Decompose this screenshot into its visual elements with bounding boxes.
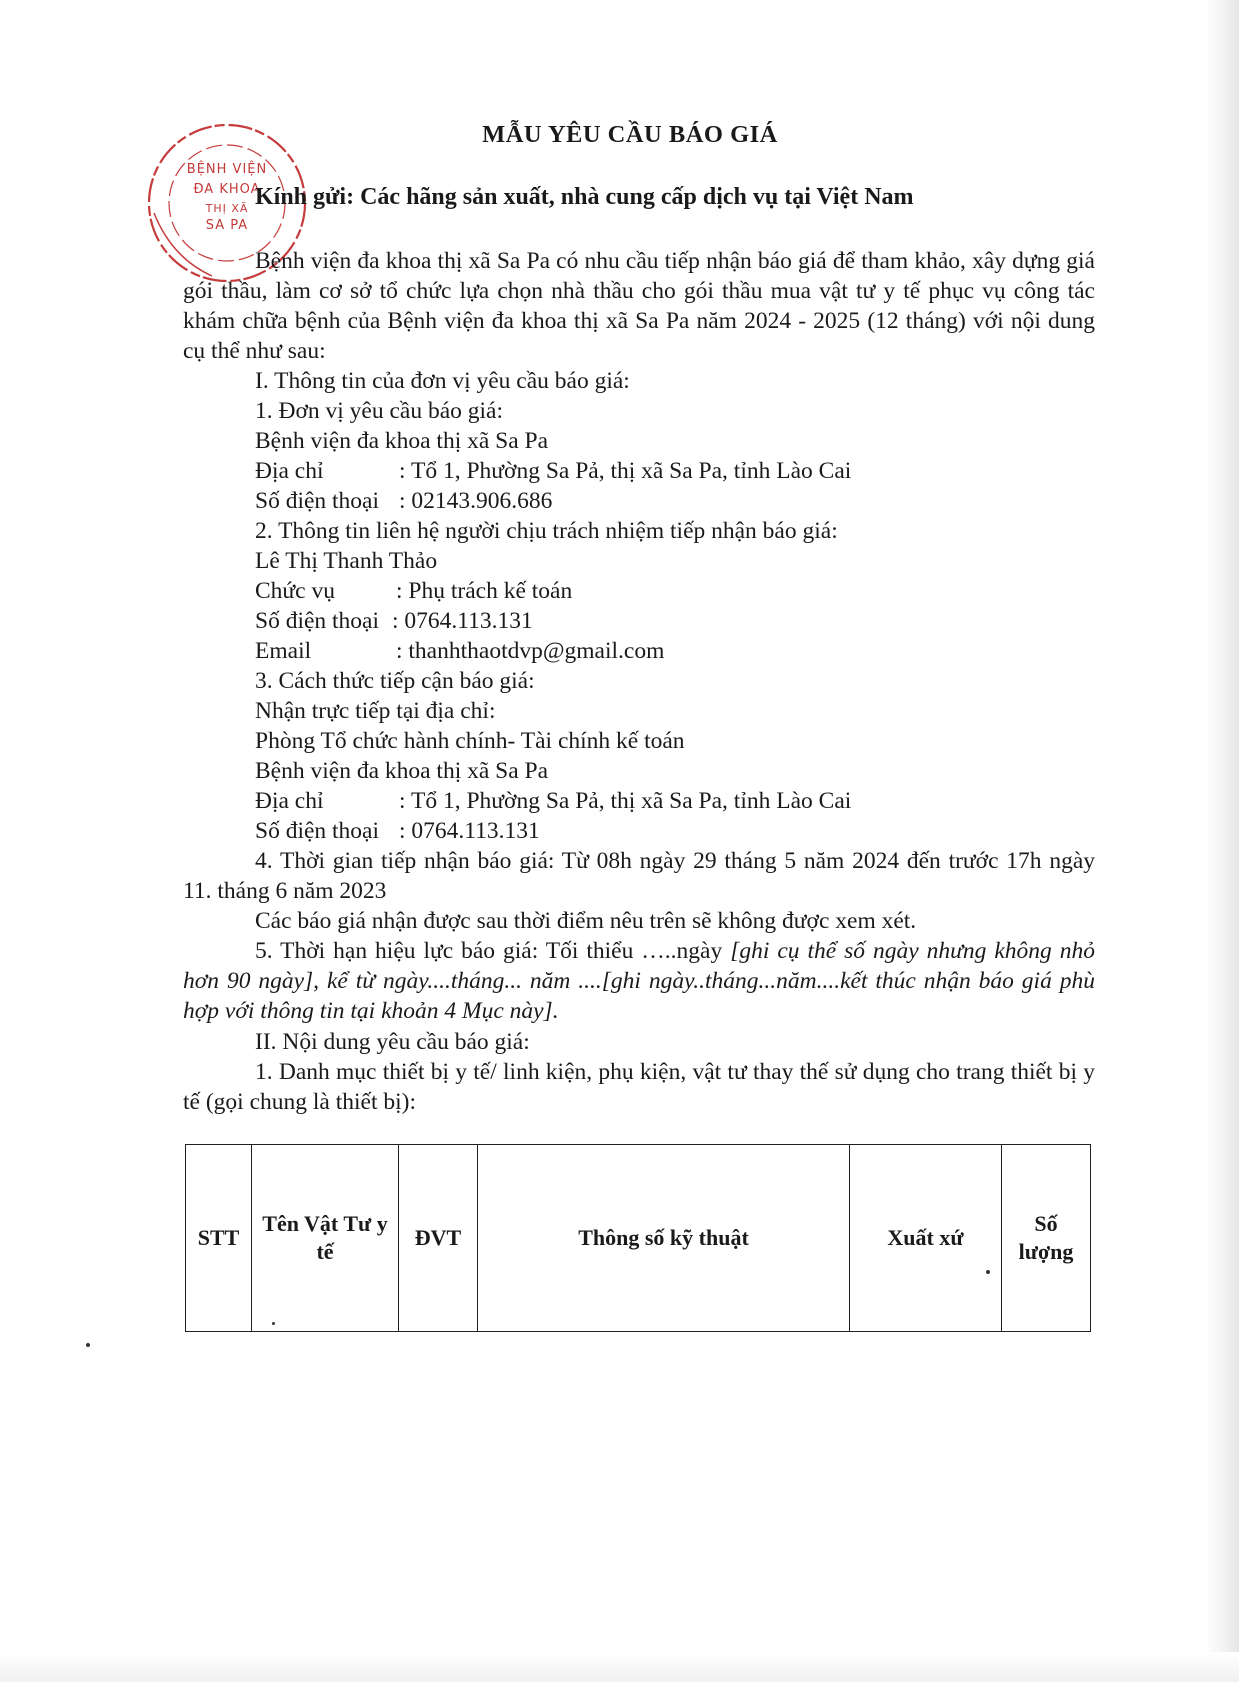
header-unit: ĐVT <box>399 1145 478 1332</box>
address-label: Địa chỉ <box>255 458 324 484</box>
email-value: : thanhthaotdvp@gmail.com <box>396 638 665 664</box>
scan-speck <box>986 1270 990 1274</box>
contact-heading: 2. Thông tin liên hệ người chịu trách nhiệm tiếp nhận báo giá: <box>255 518 838 544</box>
item-1-paragraph <box>183 1057 1095 1117</box>
contact-name: Lê Thị Thanh Thảo <box>255 548 438 574</box>
unit-name: Bệnh viện đa khoa thị xã Sa Pa <box>255 428 549 454</box>
validity-normal-text: 5. Thời hạn hiệu lực báo giá: Tối thiểu …..ngày <box>255 938 731 964</box>
scan-speck <box>86 1343 90 1347</box>
section-1-heading: I. Thông tin của đơn vị yêu cầu báo giá: <box>255 368 630 394</box>
header-stt: STT <box>186 1145 252 1332</box>
method-address-label: Địa chỉ <box>255 788 324 814</box>
page-edge-shadow <box>1205 0 1239 1682</box>
section-2-heading: II. Nội dung yêu cầu báo giá: <box>255 1029 530 1055</box>
greeting-line: Kính gửi: Các hãng sản xuất, nhà cung cấp dịch vụ tại Việt Nam <box>255 184 914 210</box>
seal-text-line-3: THỊ XÃ <box>205 202 249 215</box>
method-phone-label: Số điện thoại <box>255 818 380 844</box>
table-header-row <box>186 1145 1091 1332</box>
time-paragraph <box>183 846 1095 906</box>
method-phone-value: : 0764.113.131 <box>399 818 540 844</box>
seal-text-line-4: SA PA <box>205 218 249 233</box>
intro-paragraph <box>183 246 1095 366</box>
method-unit: Bệnh viện đa khoa thị xã Sa Pa <box>255 758 549 784</box>
intro-text: Bệnh viện đa khoa thị xã Sa Pa có nhu cầu tiếp nhận báo giá để tham khảo, xây dựng giá gói thầu, làm cơ sở tổ chức lựa chọn nhà thầu cho gói thầu mua vật tư y tế phục vụ công tác khám chữa bệnh của Bệnh viện đa khoa thị xã Sa Pa năm 2024 - 2025 (12 tháng) với nội dung cụ thể như sau: <box>183 248 1095 364</box>
item-1-text: 1. Danh mục thiết bị y tế/ linh kiện, phụ kiện, vật tư thay thế sử dụng cho trang thiết bị y tế (gọi chung là thiết bị): <box>183 1059 1095 1115</box>
unit-heading: 1. Đơn vị yêu cầu báo giá: <box>255 398 504 424</box>
specification-table <box>185 1144 1091 1332</box>
time-text: 4. Thời gian tiếp nhận báo giá: Từ 08h ngày 29 tháng 5 năm 2024 đến trước 17h ngày 11. tháng 6 năm 2023 <box>183 848 1095 904</box>
phone-label: Số điện thoại <box>255 488 380 514</box>
scan-speck <box>272 1322 275 1325</box>
address-value: : Tổ 1, Phường Sa Pả, thị xã Sa Pa, tỉnh Lào Cai <box>399 458 852 484</box>
header-specification: Thông số kỹ thuật <box>478 1145 850 1332</box>
method-direct: Nhận trực tiếp tại địa chỉ: <box>255 698 496 724</box>
header-item-name: Tên Vật Tư y tế <box>252 1145 399 1332</box>
method-heading: 3. Cách thức tiếp cận báo giá: <box>255 668 535 694</box>
header-quantity: Số lượng <box>1002 1145 1091 1332</box>
document-title: MẪU YÊU CẦU BÁO GIÁ <box>482 121 778 148</box>
seal-text-line-2: ĐA KHOA <box>193 182 261 197</box>
page-bottom-shadow <box>0 1652 1239 1682</box>
method-office: Phòng Tổ chức hành chính- Tài chính kế toán <box>255 728 685 754</box>
validity-paragraph <box>183 936 1095 1026</box>
email-label: Email <box>255 638 312 664</box>
validity-italic-text: [ghi cụ thể số ngày nhưng không nhỏ hơn 90 ngày], kể từ ngày....tháng... năm ....[ghi ngày..tháng...năm....kết thúc nhận báo giá phù hợp với thông tin tại khoản 4 Mục này]. <box>183 938 1095 1024</box>
position-label: Chức vụ <box>255 578 335 604</box>
time-note: Các báo giá nhận được sau thời điểm nêu trên sẽ không được xem xét. <box>255 908 917 934</box>
header-origin: Xuất xứ <box>850 1145 1002 1332</box>
contact-phone-value: : 0764.113.131 <box>392 608 533 634</box>
seal-text-line-1: BỆNH VIỆN <box>186 162 268 177</box>
position-value: : Phụ trách kế toán <box>396 578 573 604</box>
contact-phone-label: Số điện thoại <box>255 608 380 634</box>
phone-value: : 02143.906.686 <box>399 488 553 514</box>
method-address-value: : Tổ 1, Phường Sa Pả, thị xã Sa Pa, tỉnh Lào Cai <box>399 788 852 814</box>
